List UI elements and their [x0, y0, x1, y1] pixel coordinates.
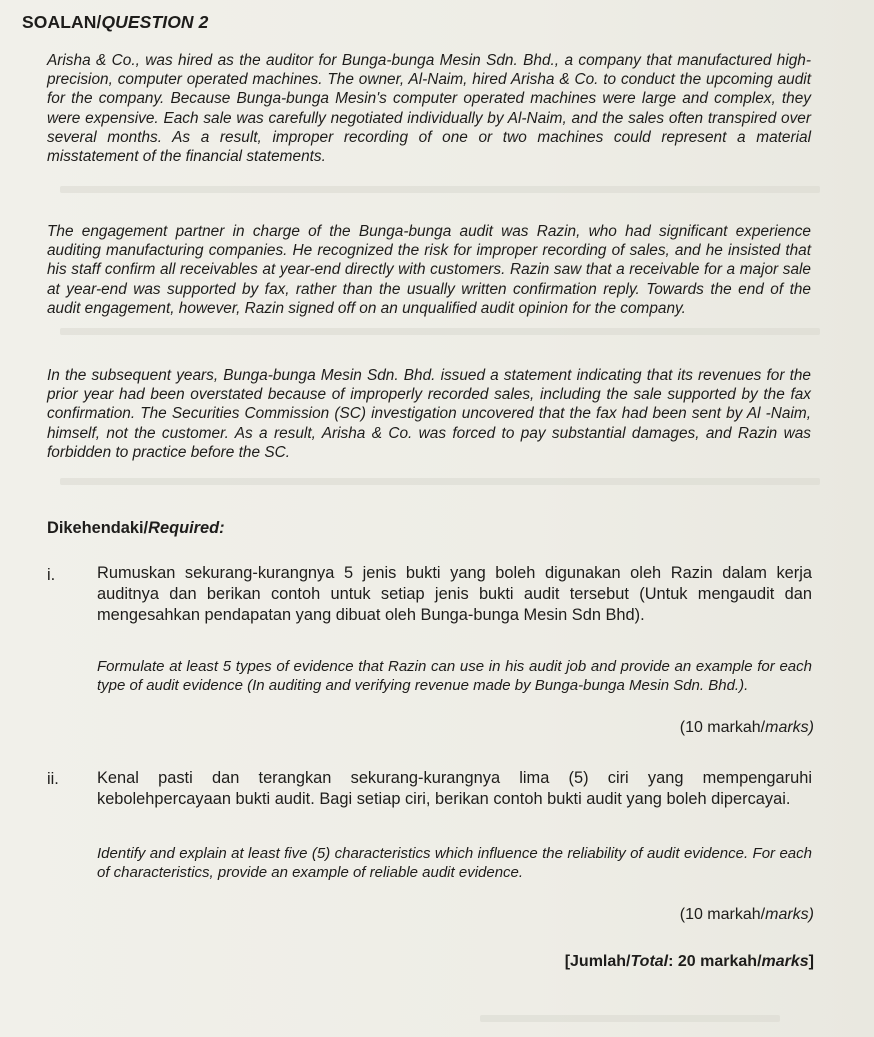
bleed-through [480, 1015, 780, 1022]
required-heading: Dikehendaki/Required: [47, 519, 225, 537]
case-paragraph-2: The engagement partner in charge of the Bunga-bunga audit was Razin, who had significant experience auditing manufacturing companies. He recognized the risk for improper recording of sales, and he insisted that his staff confirm all receivables at year-end directly with customers. Razin saw that a receivable for a major sale at year-end was supported by fax, rather than the usually written confirmation reply. Towards the end of the audit engagement, however, Razin signed off on an unqualified audit opinion for the company. [47, 223, 811, 317]
question-2-english: Identify and explain at least five (5) characteristics which influence the reliability of audit evidence. For each of characteristics, provide an example of reliable audit evidence. [97, 845, 812, 881]
bleed-through [60, 186, 820, 193]
bleed-through [60, 328, 820, 335]
total-marks: [Jumlah/Total: 20 markah/marks] [564, 953, 814, 970]
case-paragraph-1: Arisha & Co., was hired as the auditor for Bunga-bunga Mesin Sdn. Bhd., a company that manufactured high-precision, computer operated machines. The owner, Al-Naim, hired Arisha & Co. to conduct the upcoming audit for the company. Because Bunga-bunga Mesin's computer operated machines were large and complex, they were expensive. Each sale was carefully negotiated individually by Al-Naim, and the sales often transpired over several months. As a result, improper recording of one or two machines could represent a material misstatement of the financial statements. [47, 52, 811, 166]
question-2-marks: (10 markah/marks) [679, 906, 814, 923]
question-1-malay: Rumuskan sekurang-kurangnya 5 jenis bukti yang boleh digunakan oleh Razin dalam kerja auditnya dan berikan contoh untuk setiap jenis bukti audit tersebut (Untuk mengaudit dan mengesahkan pendapatan yang dibuat oleh Bunga-bunga Mesin Sdn Bhd). [97, 564, 812, 624]
question-1-english: Formulate at least 5 types of evidence that Razin can use in his audit job and provide an example for each type of audit evidence (In auditing and verifying revenue made by Bunga-bunga Mesin Sdn. Bhd.). [97, 658, 812, 694]
question-number: ii. [47, 770, 59, 788]
question-1-marks: (10 markah/marks) [679, 719, 814, 736]
question-title: SOALAN/QUESTION 2 [22, 12, 209, 32]
bleed-through [60, 478, 820, 485]
question-2-malay: Kenal pasti dan terangkan sekurang-kurangnya lima (5) ciri yang mempengaruhi kebolehpercayaan bukti audit. Bagi setiap ciri, berikan contoh bukti audit yang boleh dipercayai. [97, 769, 812, 808]
case-paragraph-3: In the subsequent years, Bunga-bunga Mesin Sdn. Bhd. issued a statement indicating that its revenues for the prior year had been overstated because of improperly recorded sales, including the sale supported by the fax confirmation. The Securities Commission (SC) investigation uncovered that the fax had been sent by Al -Naim, himself, not the customer. As a result, Arisha & Co. was forced to pay substantial damages, and Razin was forbidden to practice before the SC. [47, 367, 811, 461]
question-number: i. [47, 566, 56, 584]
